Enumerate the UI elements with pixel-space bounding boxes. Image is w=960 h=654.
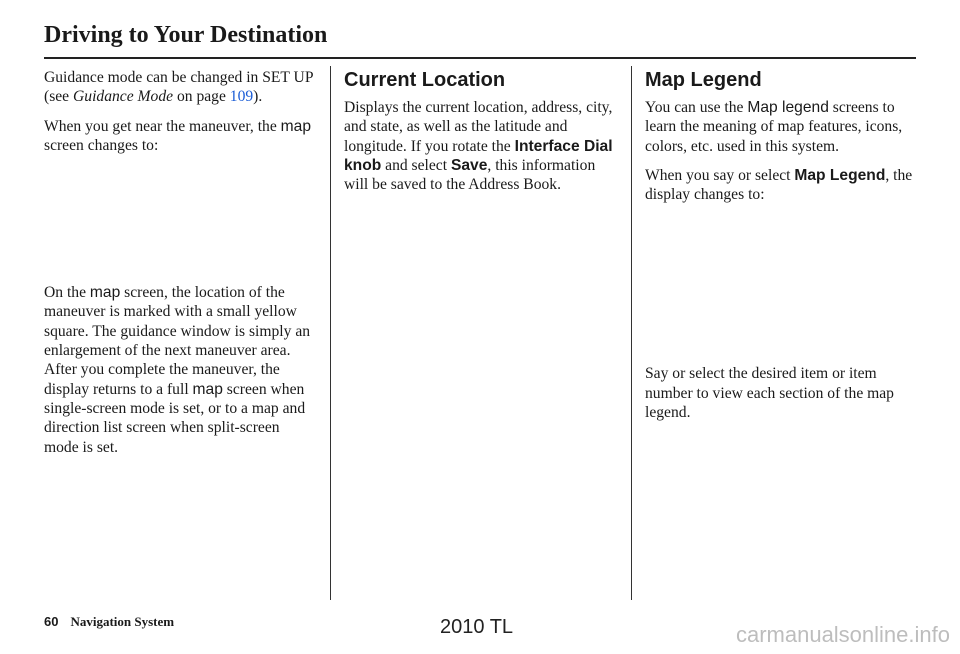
column-divider bbox=[631, 66, 632, 600]
paragraph: When you say or select Map Legend, the display changes to: bbox=[645, 166, 913, 204]
paragraph: Say or select the desired item or item number to view each section of the map legend. bbox=[645, 365, 894, 422]
header-rule bbox=[44, 57, 916, 59]
paragraph: Guidance mode can be changed in SET UP (see Guidance Mode on page 109). bbox=[44, 69, 313, 106]
page-footer bbox=[44, 614, 174, 630]
page-title: Driving to Your Destination bbox=[44, 22, 328, 48]
column-right bbox=[645, 68, 917, 432]
paragraph: When you get near the maneuver, the map screen changes to: bbox=[44, 117, 311, 154]
footer-label: Navigation System bbox=[70, 614, 175, 629]
paragraph: On the map screen, the location of the maneuver is marked with a small yellow square. The guidance window is simply an enlargement of the next maneuver area. After you complete the maneuver, the display returns to a full map screen when single-screen mode is set, or to a map and direction list screen when split-screen mode is set. bbox=[44, 284, 311, 456]
site-watermark: carmanualsonline.info bbox=[735, 622, 950, 647]
column-divider bbox=[330, 66, 331, 600]
screen-image-placeholder bbox=[44, 165, 316, 283]
page-link[interactable]: 109 bbox=[229, 88, 254, 106]
page-number: 60 bbox=[44, 614, 59, 629]
screen-image-placeholder bbox=[645, 214, 917, 364]
section-heading: Current Location bbox=[344, 69, 506, 91]
model-watermark: 2010 TL bbox=[440, 616, 514, 638]
paragraph: You can use the Map legend screens to learn the meaning of map features, icons, colors, etc. used in this system. bbox=[645, 99, 903, 155]
section-heading: Map Legend bbox=[645, 69, 762, 91]
column-left bbox=[44, 68, 316, 467]
paragraph: Displays the current location, address, city, and state, as well as the latitude and longitude. If you rotate the Interface Dial knob and select Save, this information will be saved to the Address Book. bbox=[344, 99, 613, 194]
column-middle bbox=[344, 68, 616, 204]
